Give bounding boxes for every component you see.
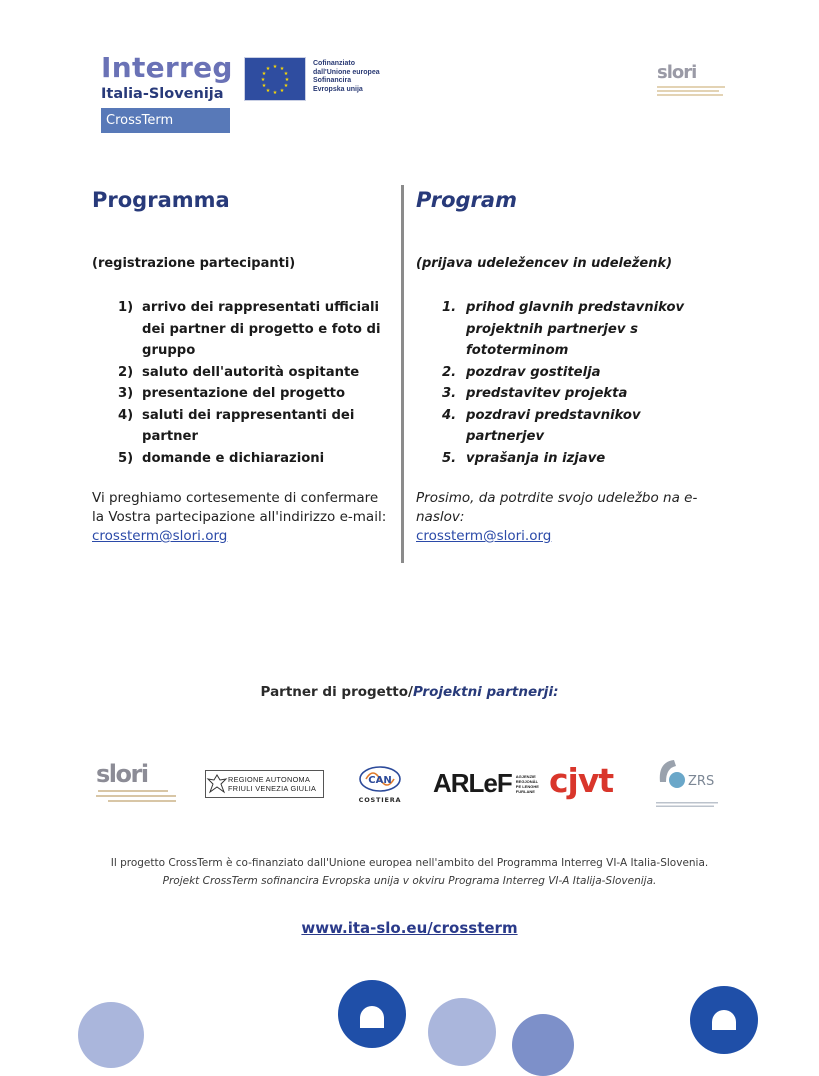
- zrs-tagline: [656, 801, 720, 809]
- svg-text:★: ★: [272, 64, 278, 70]
- list-item: [442, 362, 707, 384]
- item-text: domande e dichiarazioni: [142, 450, 325, 466]
- slori-tagline-graphic: [657, 84, 727, 98]
- eu-text-line: Sofinancira: [313, 77, 352, 85]
- confirm-text-it: Vi preghiamo cortesemente di confermare la Vostra partecipazione all'indirizzo e-mail:: [92, 490, 387, 525]
- eu-text-line: dall'Unione europea: [313, 68, 380, 76]
- item-number: 1): [118, 300, 134, 315]
- heading-program: Program: [416, 188, 517, 212]
- svg-text:★: ★: [272, 90, 278, 96]
- arlef-side-text: AGJENZIE REGJONÂL PE LENGHE FURLANE: [515, 773, 539, 794]
- item-text: predstavitev projekta: [466, 386, 628, 401]
- svg-text:★: ★: [261, 71, 267, 77]
- list-item: [118, 383, 393, 405]
- programme-list-it: [118, 297, 393, 469]
- confirm-block-it: [92, 489, 392, 546]
- partner-logo-costiera: [355, 764, 405, 808]
- zrs-emblem-icon: [656, 756, 720, 790]
- partner-logo-arlef: [433, 768, 540, 799]
- decorative-shape: [360, 1006, 384, 1028]
- slori-logo-top: [657, 62, 727, 102]
- item-number: 4): [118, 407, 134, 423]
- item-text: arrivo dei rappresentati ufficiali dei partner di progetto e foto di gruppo: [142, 300, 381, 358]
- item-number: 5.: [442, 450, 457, 466]
- confirm-text-sl: Prosimo, da potrdite svojo udeležbo na e-naslov:: [416, 490, 698, 525]
- svg-text:★: ★: [283, 71, 289, 77]
- partner-logo-cjvt: cjvt: [549, 761, 614, 800]
- list-item: [442, 448, 707, 470]
- partners-title-it: Partner di progetto/: [260, 684, 413, 700]
- website-link[interactable]: www.ita-slo.eu/crossterm: [301, 919, 518, 937]
- email-link-it[interactable]: crossterm@slori.org: [92, 528, 228, 544]
- svg-text:★: ★: [265, 66, 271, 72]
- item-number: 3.: [442, 386, 457, 401]
- svg-text:★: ★: [283, 83, 289, 89]
- subtitle-prijava: (prijava udeležencev in udeleženk): [416, 256, 673, 271]
- slori-partner-tagline: [96, 788, 186, 804]
- email-link-sl[interactable]: crossterm@slori.org: [416, 528, 552, 544]
- eu-text-line: Cofinanziato: [313, 60, 355, 67]
- item-number: 2): [118, 364, 134, 380]
- item-text: saluto dell'autorità ospitante: [142, 364, 360, 380]
- zrs-text: ZRS: [688, 774, 715, 789]
- item-number: 2.: [442, 364, 457, 380]
- item-text: pozdrav gostitelja: [466, 364, 601, 380]
- costiera-text: COSTIERA: [358, 796, 402, 804]
- item-text: presentazione del progetto: [142, 386, 346, 401]
- item-text: pozdravi predstavnikov partnerjev: [466, 407, 641, 444]
- confirm-block-sl: [416, 489, 716, 546]
- svg-text:CAN: CAN: [368, 775, 392, 786]
- decorative-circle: [78, 1002, 144, 1068]
- list-item: [118, 448, 393, 470]
- svg-text:★: ★: [279, 88, 285, 94]
- subtitle-registrazione: (registrazione partecipanti): [92, 256, 296, 271]
- eu-flag-icon: [244, 57, 306, 101]
- item-text: vprašanja in izjave: [466, 450, 606, 466]
- decorative-shape: [712, 1010, 736, 1030]
- svg-text:★: ★: [261, 83, 267, 89]
- interreg-word: Interreg: [101, 51, 233, 84]
- slori-wordmark: slori: [657, 62, 697, 83]
- column-divider: [401, 185, 404, 563]
- svg-text:★: ★: [260, 77, 266, 83]
- programme-list-sl: [442, 297, 707, 469]
- regione-line-1: REGIONE AUTONOMA: [228, 775, 311, 784]
- partner-logo-zrs: [656, 756, 720, 800]
- partners-title: [0, 684, 819, 700]
- partners-title-sl: Projektni partnerji:: [412, 684, 559, 700]
- eu-text-line: Evropska unija: [313, 85, 363, 93]
- crossterm-project-bar: CrossTerm: [101, 108, 230, 133]
- regione-text: [228, 775, 316, 793]
- item-number: 4.: [442, 407, 457, 423]
- eagle-icon: [206, 772, 228, 796]
- item-number: 1.: [442, 300, 457, 315]
- heading-programma: Programma: [92, 188, 230, 212]
- interreg-region: Italia-Slovenija: [101, 86, 224, 102]
- svg-text:★: ★: [279, 66, 285, 72]
- list-item: [442, 383, 707, 405]
- slori-partner-wordmark: slori: [96, 760, 148, 788]
- decorative-circle: [428, 998, 496, 1066]
- regione-line-2: FRIULI VENEZIA GIULIA: [228, 784, 317, 793]
- item-number: 3): [118, 386, 134, 401]
- svg-text:★: ★: [284, 77, 290, 83]
- partner-logo-slori: [96, 760, 186, 810]
- list-item: [118, 362, 393, 384]
- list-item: [118, 405, 393, 448]
- partner-logo-regione-fvg: [205, 770, 324, 798]
- list-item: [442, 297, 707, 362]
- footer-funding-it: Il progetto CrossTerm è co-finanziato dall'Unione europea nell'ambito del Programma Interreg VI-A Italia-Slovenia.: [110, 857, 709, 869]
- svg-text:★: ★: [265, 88, 271, 94]
- footer-funding-sl: Projekt CrossTerm sofinancira Evropska unija v okviru Programa Interreg VI-A Italija-Slovenija.: [162, 875, 657, 887]
- decorative-circle: [512, 1014, 574, 1076]
- list-item: [442, 405, 707, 448]
- arlef-wordmark: ARLeF: [433, 768, 512, 798]
- eu-cofinance-text: [313, 60, 380, 94]
- item-text: saluti dei rappresentanti dei partner: [142, 407, 355, 444]
- item-text: prihod glavnih predstavnikov projektnih partnerjev s fototerminom: [466, 300, 685, 358]
- costiera-emblem-icon: [357, 764, 403, 792]
- interreg-logo: [101, 51, 233, 104]
- list-item: [118, 297, 393, 362]
- item-number: 5): [118, 450, 134, 466]
